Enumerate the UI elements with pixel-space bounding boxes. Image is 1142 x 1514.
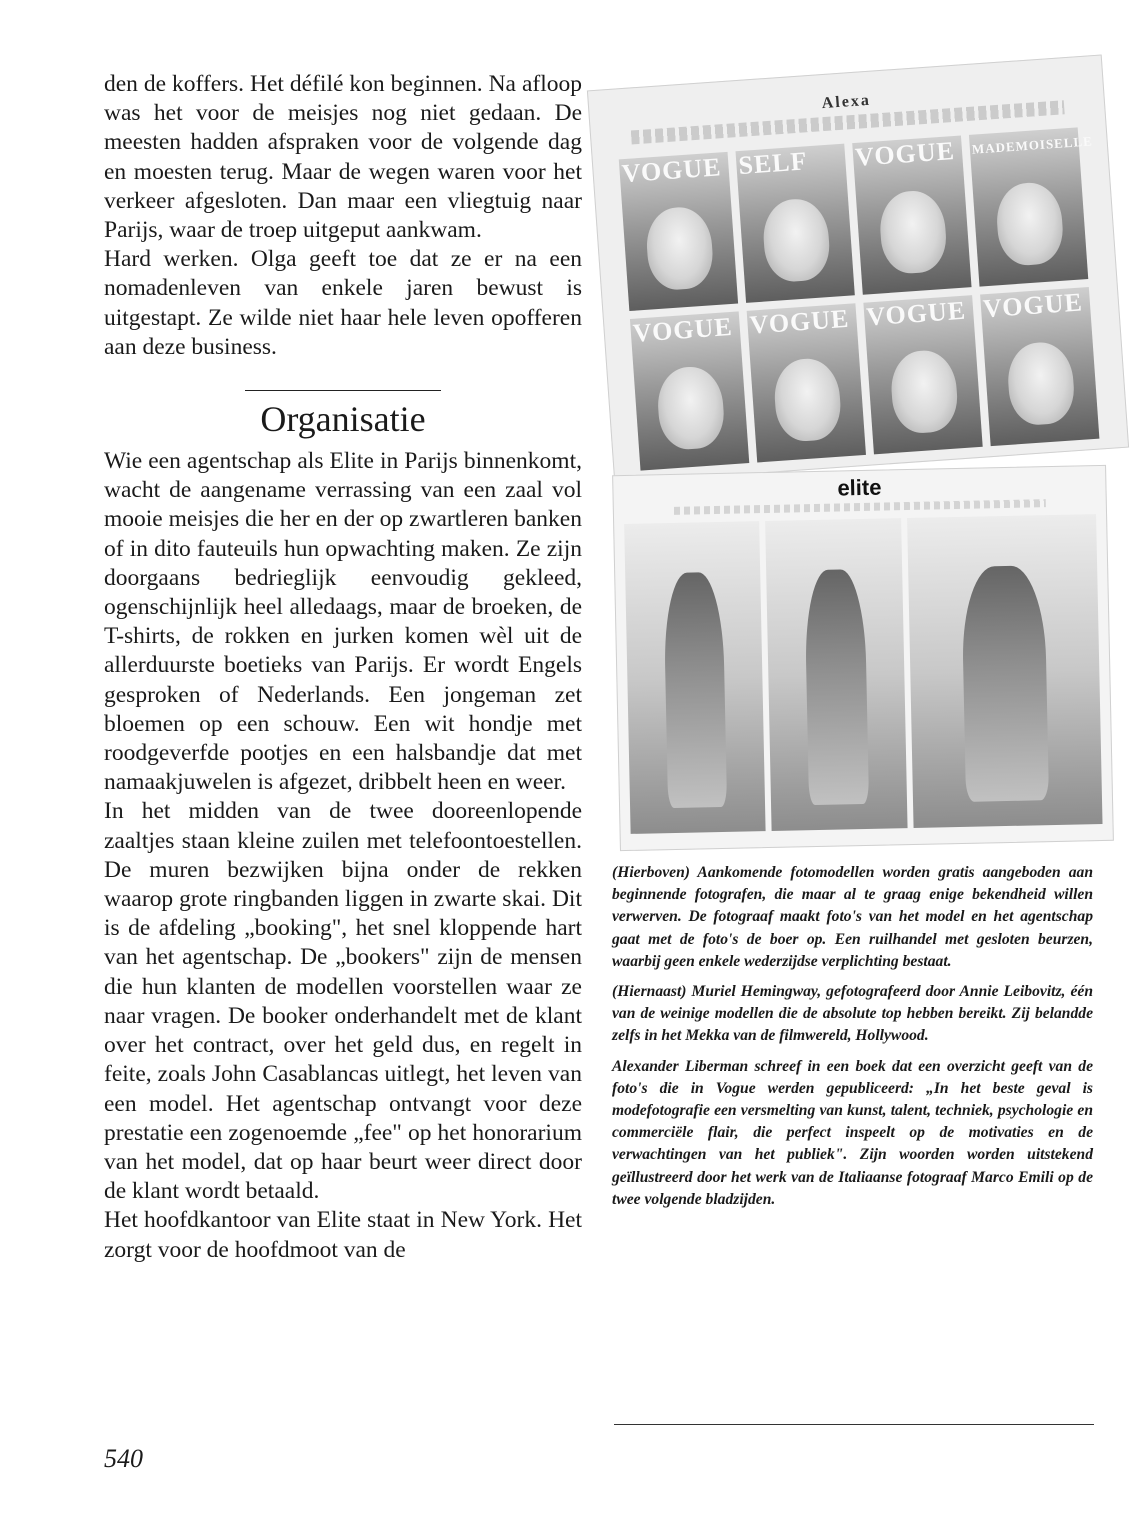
cover-masthead: VOGUE [748, 303, 851, 340]
magazine-cover [863, 295, 982, 454]
caption: (Hierboven) Aankomende fotomodellen worden gratis aangeboden aan beginnende fotografen, die maar al te graag enige bekendheid willen verwerven. De fotograaf maakt foto's van het model en het agentschap gaat met de foto's de boer op. Een ruilhandel met gesloten beurzen, waarbij geen enkele wederzijdse verplichting bestaat. [612, 864, 1093, 970]
magazine-cover [969, 127, 1094, 286]
alexa-composite-photo [587, 54, 1129, 483]
elite-logo: elite [837, 474, 882, 501]
article-paragraph: In het midden van de twee dooreenlopende zaaltjes staan kleine zuilen met telefoontoestellen. De muren bezwijken bijna onder de rekken waarop grote ringbanden liggen in zwarte skai. Dit is de afdeling „booking", het snel kloppende hart van het agentschap. De „bookers" zijn de mensen die hun klanten de modellen voorstellen waar ze naar vragen. De booker onderhandelt met de klant over het contract, over het geld dus, en regelt in feite, zoals John Casablancas uitlegt, het leven van een model. Het agentschap ontvangt voor deze prestatie een zogenoemde „fee" op het honorarium van het model, dat op haar beurt weer direct door de klant wordt betaald. [104, 798, 582, 1205]
magazine-cover [735, 144, 854, 303]
magazine-covers-grid [619, 127, 1100, 470]
article-paragraph: den de koffers. Het défilé kon beginnen. Na afloop was het voor de meisjes nog niet gedaan. De meesten hadden afspraken voor de volgende dag en moesten terug. Maar de wegen waren voor het verkeer afgesloten. Dan maar een vliegtuig naar Parijs, waar de troep uitgeput aankwam. [104, 71, 582, 244]
magazine-cover [630, 311, 749, 470]
article-paragraph: Hard werken. Olga geeft toe dat ze er na een nomadenleven van enkele jaren bewust is uitgestapt. Ze wilde niet haar hele leven opofferen aan deze business. [104, 246, 582, 360]
article-paragraph: Wie een agentschap als Elite in Parijs binnenkomt, wacht de aangename verrassing van een zaal vol mooie meisjes die her en der op zwartleren banken of in dito fauteuils hun opwachting maken. Ze zijn doorgaans bedrieglijk eenvoudig gekleed, ogenschijnlijk heel alledaags, maar de broeken, de T-shirts, de rokken en jurken komen wèl uit de allerduurste boetieks van Parijs. Er wordt Engels gesproken of Nederlands. Een jongeman zet bloemen op een schouw. Een wit hondje met roodgeverfde pootjes en een halsbandje dat met namaakjuwelen is afgezet, dribbelt heen en weer. [104, 448, 582, 796]
cover-face [994, 180, 1065, 266]
model-photo [624, 521, 766, 834]
article-paragraph: Het hoofdkantoor van Elite staat in New York. Het zorgt voor de hoofdmoot van de [104, 1207, 582, 1263]
model-figure [804, 569, 868, 806]
model-figure [961, 565, 1049, 802]
heading-rule [245, 390, 441, 391]
magazine-cover [980, 287, 1099, 446]
cover-masthead: SELF [737, 146, 809, 181]
photo-captions [612, 862, 1093, 1219]
cover-face [1005, 340, 1076, 426]
cover-masthead: VOGUE [865, 295, 967, 332]
caption: Alexander Liberman schreef in een boek dat een overzicht geeft van de foto's die in Vogue werden gepubliceerd: „In het beste geval is modefotografie een versmelting van kunst, talent, techniek, psychologie en commerciële flair, die perfect inspeelt op de motivaties en de verwachtingen van het publiek". Zijn woorden worden uitstekend geïllustreerd door het werk van de Italiaanse fotograaf Marco Emili op de twee volgende bladzijden. [612, 1057, 1093, 1208]
cover-masthead: VOGUE [982, 287, 1084, 324]
page-number: 540 [104, 1444, 143, 1473]
cover-face [655, 364, 726, 450]
caption: (Hiernaast) Muriel Hemingway, gefotografeerd door Annie Leibovitz, één van de weinige modellen die de absolute top hebben bereikt. Zij belandde zelfs in het Mekka van de filmwereld, Hollywood. [612, 983, 1093, 1045]
caption-rule [614, 1424, 1094, 1425]
model-figure [663, 572, 727, 809]
article-body [104, 70, 582, 1265]
elite-composite-photo [612, 465, 1114, 851]
cover-masthead: VOGUE [620, 152, 723, 189]
cover-face [889, 348, 960, 434]
model-photo [907, 514, 1103, 828]
cover-masthead: VOGUE [631, 311, 734, 348]
magazine-cover [619, 152, 738, 311]
composite-title: Alexa [821, 91, 872, 113]
magazine-cover [852, 135, 971, 294]
elite-photo-row [624, 514, 1102, 834]
cover-face [878, 189, 949, 275]
magazine-cover [747, 303, 866, 462]
cover-face [644, 205, 715, 291]
cover-face [772, 356, 843, 442]
cover-masthead: VOGUE [854, 135, 956, 172]
model-photo [765, 518, 907, 831]
section-heading: Organisatie [260, 399, 426, 440]
cover-face [761, 197, 832, 283]
cover-masthead: MADEMOISELLE [971, 133, 1094, 157]
